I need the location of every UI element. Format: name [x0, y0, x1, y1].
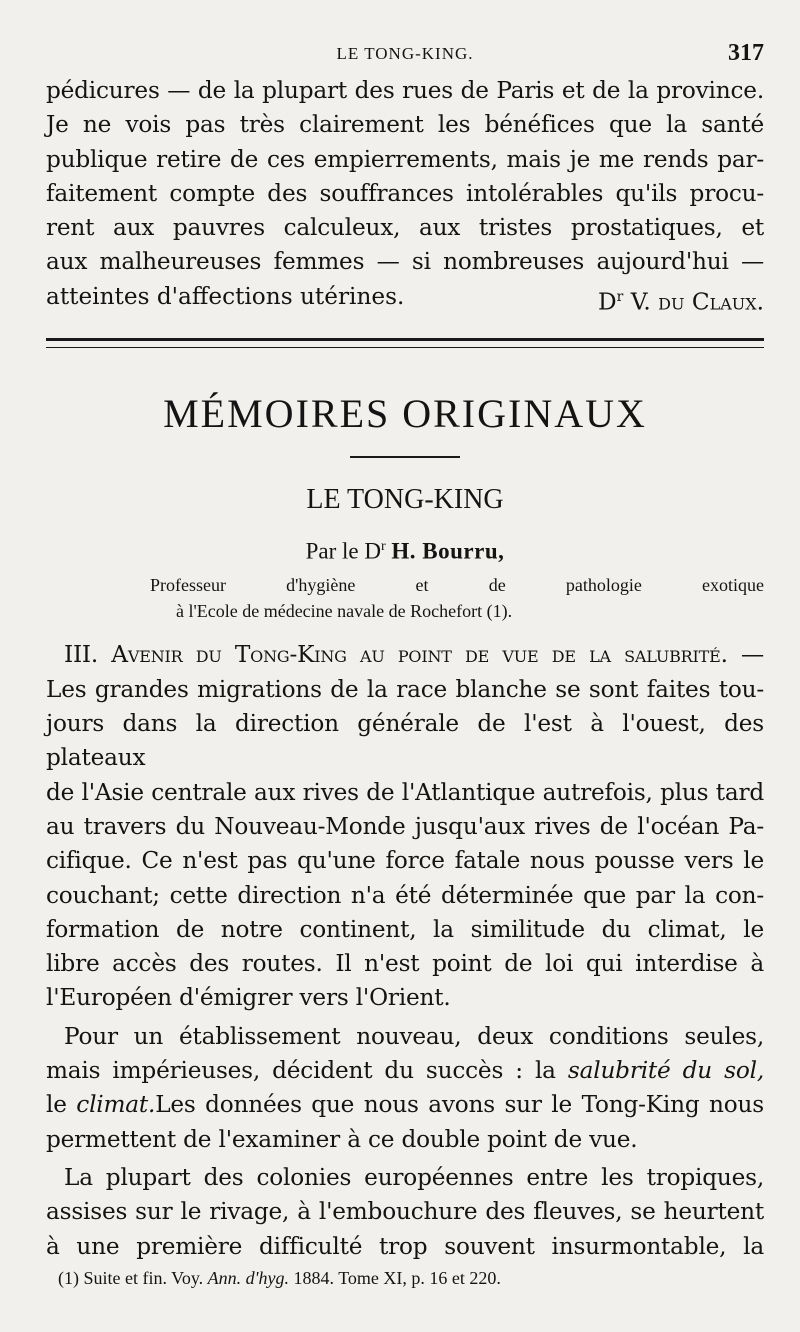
text-line: Les grandes migrations de la race blanche se sont faites tou- — [46, 675, 764, 703]
emphasis: climat. — [76, 1091, 156, 1119]
footnote: (1) Suite et fin. Voy. Ann. d'hyg. 1884. Tome XI, p. 16 et 220. — [58, 1268, 501, 1288]
text-line: le climat.Les données que nous avons sur le Tong-King nous — [46, 1091, 764, 1119]
affiliation-line: Professeur d'hygiène et de pathologie exotique — [150, 575, 764, 596]
byline-sup: r — [380, 538, 386, 554]
text-line: publique retire de ces empierrements, mais je me rends par- — [46, 145, 764, 173]
byline — [46, 532, 764, 567]
text-line: cifique. Ce n'est pas qu'une force fatale nous pousse vers le — [46, 847, 764, 875]
author-name: H. Bourru, — [391, 538, 505, 564]
page-number: 317 — [728, 40, 764, 66]
text-line: couchant; cette direction n'a été déterminée que par la con- — [46, 881, 764, 909]
signature-line — [46, 280, 764, 320]
text-line: au travers du Nouveau-Monde jusqu'aux rives de l'océan Pa- — [46, 812, 764, 840]
text-line: aux malheureuses femmes — si nombreuses aujourd'hui — — [46, 248, 764, 276]
affiliation — [46, 572, 764, 624]
text-line: assises sur le rivage, à l'embouchure des fleuves, se heurtent — [46, 1198, 764, 1226]
text-line: Je ne vois pas très clairement les bénéfices que la santé — [46, 111, 764, 139]
text-line: à une première difficulté trop souvent insurmontable, la — [46, 1232, 764, 1260]
emphasis: salubrité du sol, — [567, 1057, 764, 1085]
text-line: mais impérieuses, décident du succès : la salubrité du sol, — [46, 1057, 764, 1085]
signature-sup: r — [616, 288, 624, 305]
text-line: pédicures — de la plupart des rues de Paris et de la province. — [46, 77, 764, 104]
text-line: formation de notre continent, la similitude du climat, le — [46, 915, 764, 943]
signature-name: du Claux. — [658, 288, 764, 316]
section-3-paragraph — [46, 638, 764, 1015]
text-line: rent aux pauvres calculeux, aux tristes prostatiques, et — [46, 214, 764, 242]
signature-initial: V. — [630, 288, 651, 316]
text-line: libre accès des routes. Il n'est point de loi qui interdise à — [46, 950, 764, 978]
paragraph-2 — [46, 1020, 764, 1157]
signature — [598, 280, 764, 320]
text-line: La plupart des colonies européennes entre les tropiques, — [64, 1163, 764, 1191]
footnote-journal: Ann. d'hyg. — [207, 1268, 290, 1288]
section-title: MÉMOIRES ORIGINAUX — [163, 390, 647, 436]
running-head — [46, 38, 764, 70]
text-line: l'Européen d'émigrer vers l'Orient. — [46, 984, 451, 1012]
section-heading: III. Avenir du Tong-King au point de vue de la salubrité. — — [64, 641, 764, 669]
signature-prefix: D — [598, 288, 617, 316]
intro-paragraph — [46, 74, 764, 280]
text-line: faitement compte des souffrances intolérables qu'ils procu- — [46, 179, 764, 207]
running-head-title: LE TONG-KING. — [336, 44, 474, 63]
section-divider — [46, 338, 764, 348]
paragraph-3 — [46, 1161, 764, 1264]
page — [46, 38, 764, 1264]
text-line: atteintes d'affections utérines. — [46, 282, 405, 310]
article-title: LE TONG-KING — [306, 483, 504, 515]
text-line: Pour un établissement nouveau, deux conditions seules, — [64, 1022, 764, 1050]
text-line: jours dans la direction générale de l'est à l'ouest, des plateaux — [46, 710, 764, 772]
byline-par: Par le D — [305, 538, 381, 564]
affiliation-line: à l'Ecole de médecine navale de Rochefort (1). — [176, 601, 513, 622]
title-underline — [350, 456, 460, 458]
text-line: de l'Asie centrale aux rives de l'Atlantique autrefois, plus tard — [46, 778, 764, 806]
text-line: permettent de l'examiner à ce double point de vue. — [46, 1125, 638, 1153]
